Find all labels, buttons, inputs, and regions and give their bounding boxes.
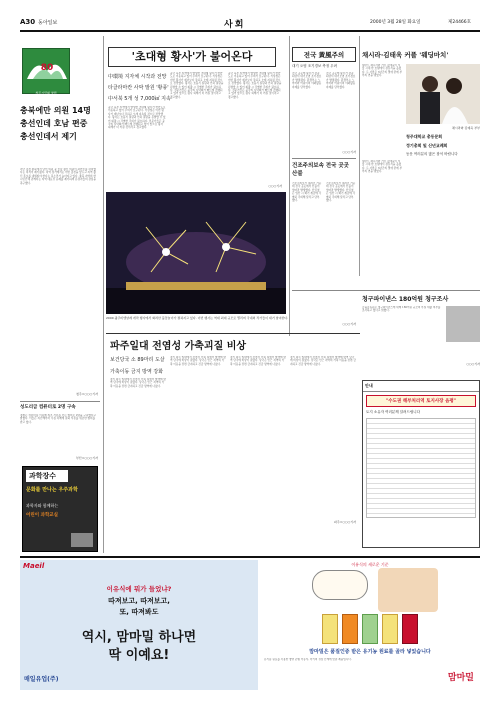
local-body-col-1 (110, 378, 166, 554)
notice-box-table (366, 418, 476, 518)
product-can-1 (322, 614, 338, 644)
notice-line-3: 동문 여러분의 많은 참석 바랍니다 (406, 152, 458, 156)
local-byline: 파주=○○○기자 (334, 520, 356, 524)
issue-date: 2000년 3월 28일 화요일 (370, 20, 421, 25)
local-body-text-3: 경기 파주 일대에서 전염성 가축 질병이 발생해 방역 당국에 비상이 걸렸다. 당국은 인근 지역의 가축 이동을 전면 금지하고 긴급 방역에 나섰다. (230, 356, 286, 366)
page-number: A30 (20, 18, 36, 26)
left-small-body-text: 경찰은 컴퓨터를 이용해 위조 서류를 만든 혐의로 2명을 구속했다고 밝혔다. 이들은 지난해부터 수십 차례에 걸쳐 서류를 위조한 혐의를 받고 있다. (20, 414, 96, 424)
local-body-text-4: 경기 파주 일대에서 전염성 가축 질병이 발생해 방역 당국에 비상이 걸렸다. 당국은 인근 지역의 가축 이동을 전면 금지하고 긴급 방역에 나섰다. (290, 356, 356, 366)
left-divider (20, 401, 100, 402)
section-title: 사회 (224, 20, 246, 30)
box-top-rule (292, 158, 356, 159)
ad-products (300, 614, 440, 644)
main-sub-2: 타클라마칸 사막 발원 '황풍' (108, 85, 169, 91)
adstory-rule (292, 290, 480, 291)
celeb-body-col-2 (362, 160, 402, 268)
celeb-body-col-1 (362, 64, 402, 156)
paper-name: 동아일보 (38, 20, 58, 26)
main-headline: '초대형 황사'가 불어온다 (131, 50, 253, 63)
svg-text:80: 80 (40, 63, 54, 73)
fireworks-photo-icon (106, 192, 286, 314)
main-photo (106, 192, 286, 314)
celeb-side-notice (406, 134, 480, 270)
notice-line-1: 청주대학교 총동문회 (406, 134, 443, 139)
ad-copy-1: 따져보고, 따져보고, (108, 597, 170, 605)
local-sub-1: 보건당국 소 89마리 도살 (110, 357, 165, 363)
local-top-rule (106, 333, 360, 334)
adstory-headline: 청구파이낸스 180억원 청구조사 (362, 296, 449, 303)
left-headline: 충북에만 의원 14명 충선인데 호남 편중 충선인데서 제기 (20, 106, 91, 141)
left-small-body (20, 414, 98, 462)
logo-caption: 청주시민회 창립 (35, 91, 57, 95)
science-ad-line-2: 과학자와 함께하는 (26, 503, 59, 508)
col-rule-1 (103, 36, 104, 553)
right-byline: ○○○기자 (342, 150, 356, 154)
left-small-byline: 부산=○○○기자 (76, 456, 98, 460)
notice-box-text: "수도권 해부처리역 토지사장 음평" (385, 399, 457, 404)
box-byline: ○○○기자 (342, 322, 356, 326)
left-body-text: 지난 총선 충북에서 당선 의원 중 호남 출신 의원이 과반수를 차지했다는 지적이 제기됐다. 지역 정가에서는 이번 총선을 앞두고 지역 출신 후보를 내세워야 한다는 목소리가 높아지고 있다. 충북 지역의 한 시민단체 관계자는 지역 대표성 문제를 제기하며 유권자들의 관심을 촉구했다. (20, 168, 96, 185)
local-sub-2: 가축이동 금지 방역 강화 (110, 369, 164, 375)
issue-number: 제24466호 (448, 20, 472, 25)
right-sub: 대기 오염 조기경보 측정 우려 (292, 64, 338, 68)
celeb-body-text: 탤런트 채시라와 가수 김태욱이 서울 시내 한 호텔에서 결혼식을 올렸다. 두 사람은 3년간의 열애 끝에 부부의 연을 맺었다. (362, 64, 402, 78)
right-body-col-2 (326, 72, 356, 150)
box-body-col-2 (326, 182, 356, 322)
ad-tagline: 이유식에 뭐가 들었냐? (106, 585, 172, 593)
ad-big-2: 딱 이예요! (108, 648, 170, 663)
left-small-headline: 성도리급 컴퓨터로 2명 구속 (20, 405, 76, 410)
right-headline: 전국 黃風주의 (292, 47, 356, 62)
ad-product-name: 맘마밀 (447, 673, 474, 683)
celeb-body-text-2: 탤런트 채시라와 가수 김태욱이 서울 시내 한 호텔에서 결혼식을 올렸다. 두 사람은 3년간의 열애 끝에 부부의 연을 맺었다. (362, 160, 402, 174)
main-sub-1: 中環境 지자체 시작과 전망 (108, 74, 167, 80)
ad-copy-2: 또, 따져봐도 (119, 608, 159, 616)
product-can-3 (362, 614, 378, 644)
box-body-col-1 (292, 182, 322, 322)
main-body-text-3: 중국 북부 지역에서 발생한 초대형 황사가 한반도로 이동하고 있어 주의가 요구된다. 기상청은 이번 황사가 예년보다 강하고 오래 지속될 것으로 전망했다. 황사는 호흡기 질환과 안과 질환을 유발할 수 있어 외출 시 각별한 주의가 필요하다. 전문가들은 중국의 사막화가 빠르게 진행되고 있어 앞으로 황사 피해가 더 커질 것이라고 경고했다. (228, 72, 282, 99)
couple-photo-icon (406, 64, 480, 124)
product-can-2 (342, 614, 358, 644)
notice-box-title: 안내 (363, 381, 479, 392)
celeb-photo (406, 64, 480, 124)
main-headline-box (108, 47, 276, 67)
box-body-text-2: 건조주의보가 내려진 가운데 전국 곳곳에서 산불이 잇따라 발생했다. 산림청은 입산 시 화기 취급에 각별히 주의해 달라고 당부했다. (326, 182, 356, 203)
ad-right-bubble (312, 570, 368, 600)
local-body-col-2 (170, 356, 226, 554)
bottom-ad-left (20, 560, 258, 690)
box-body-text: 건조주의보가 내려진 가운데 전국 곳곳에서 산불이 잇따라 발생했다. 산림청은 입산 시 화기 취급에 각별히 주의해 달라고 당부했다. (292, 182, 322, 203)
adstory-body-text: 금융감독원은 청구파이낸스에 대해 180억원 규모의 부실 대출 여부를 조사하고 있다고 밝혔다. (362, 306, 441, 313)
header-rule (20, 30, 480, 32)
science-ad-line-3: 어린이 과학교실 (26, 513, 58, 518)
maeil-brand: Maeil (23, 562, 45, 570)
col-rule-2 (289, 36, 290, 336)
notice-box-banner (366, 395, 476, 407)
left-byline: 청주=○○○기자 (76, 392, 98, 396)
ad-right-headline: 맘마밀은 품질인증 받은 유기농 원료를 골라 넣었습니다 (309, 649, 431, 655)
science-ad-image (71, 533, 93, 547)
local-body-text-2: 경기 파주 일대에서 전염성 가축 질병이 발생해 방역 당국에 비상이 걸렸다. 당국은 인근 지역의 가축 이동을 전면 금지하고 긴급 방역에 나섰다. (170, 356, 226, 366)
ad-big-1: 역시, 맘마밀 하나면 (81, 630, 197, 645)
logo-block (22, 48, 70, 94)
notice-box-detail: 토지 소유자 여러분께 알려드립니다 (366, 410, 421, 414)
local-body-text: 경기 파주 일대에서 전염성 가축 질병이 발생해 방역 당국에 비상이 걸렸다. 당국은 인근 지역의 가축 이동을 전면 금지하고 긴급 방역에 나섰다. (110, 378, 166, 388)
product-can-4 (382, 614, 398, 644)
page-header (20, 17, 480, 29)
left-body (20, 168, 98, 400)
ad-top-rule (20, 556, 480, 558)
notice-line-2: 정기총회 및 신년교례회 (406, 143, 448, 148)
box-headline: 건조주의보속 전국 곳곳 산불 (292, 163, 349, 177)
adstory-photo (446, 306, 480, 342)
science-ad (22, 466, 98, 552)
right-body-text-2: 전국 곳곳에 황사가 관측되면서 대기오염 조기경보가 발령됐다. 환경부는 노약자와 어린이의 야외활동 자제를 당부했다. (326, 72, 356, 89)
local-body-col-4 (290, 356, 356, 516)
main-photo-caption: 2000 광주비엔날레 개막 행사에서 화려한 불꽃놀이가 펼쳐지고 있다. 이번 행사는 역대 최대 규모로 열리며 국내외 작가들이 대거 참여한다. (106, 316, 289, 320)
bottom-ad-right (260, 560, 480, 690)
main-sub-3: 中서북 5개 성 7,000㎢ 지속 (108, 96, 171, 102)
ad-right-top: 이유식의 새로운 기준 (351, 562, 389, 567)
local-body-col-3 (230, 356, 286, 554)
main-body-col-3 (228, 72, 282, 190)
right-body-col-1 (292, 72, 322, 150)
celeb-headline: 채시라·김태욱 커플 '웨딩마치' (362, 51, 449, 59)
ad-right-fine: 유기농 원료를 사용한 영양 균형 이유식, 아기의 성장 단계에 맞춘 제품입니다. (264, 658, 352, 661)
adstory-byline: ○○○기자 (466, 362, 480, 366)
main-byline: ○○○기자 (268, 184, 282, 188)
main-body-text-2: 중국 북부 지역에서 발생한 초대형 황사가 한반도로 이동하고 있어 주의가 요구된다. 기상청은 이번 황사가 예년보다 강하고 오래 지속될 것으로 전망했다. 황사는 호흡기 질환과 안과 질환을 유발할 수 있어 외출 시 각별한 주의가 필요하다. 전문가들은 중국의 사막화가 빠르게 진행되고 있어 앞으로 황사 피해가 더 커질 것이라고 경고했다. (170, 72, 224, 99)
col-rule-3 (359, 36, 360, 276)
city-logo-icon (23, 49, 71, 87)
local-headline: 파주일대 전염성 가축괴질 비상 (110, 341, 247, 352)
notice-box (362, 380, 480, 548)
ad-company: 매일유업(주) (24, 676, 59, 683)
celeb-photo-caption: 채시라와 김태욱 부부 (452, 126, 480, 130)
science-ad-line-1: 문화를 만나는 우주과학 (26, 487, 78, 493)
main-body-text: 중국 북부 지역에서 발생한 초대형 황사가 한반도로 이동하고 있어 주의가 요구된다. 기상청은 이번 황사가 예년보다 강하고 오래 지속될 것으로 전망했다. 황사는 호흡기 질환과 안과 질환을 유발할 수 있어 외출 시 각별한 주의가 필요하다. 전문가들은 중국의 사막화가 빠르게 진행되고 있어 앞으로 황사 피해가 더 커질 것이라고 경고했다. (108, 106, 166, 130)
ad-baby-photo (378, 568, 438, 612)
adstory-body (362, 306, 442, 362)
product-can-5 (402, 614, 418, 644)
main-body-col-1 (108, 106, 166, 190)
science-ad-title: 과학장수 (26, 470, 68, 482)
main-body-col-2 (170, 72, 224, 190)
right-body-text: 전국 곳곳에 황사가 관측되면서 대기오염 조기경보가 발령됐다. 환경부는 노약자와 어린이의 야외활동 자제를 당부했다. (292, 72, 322, 89)
